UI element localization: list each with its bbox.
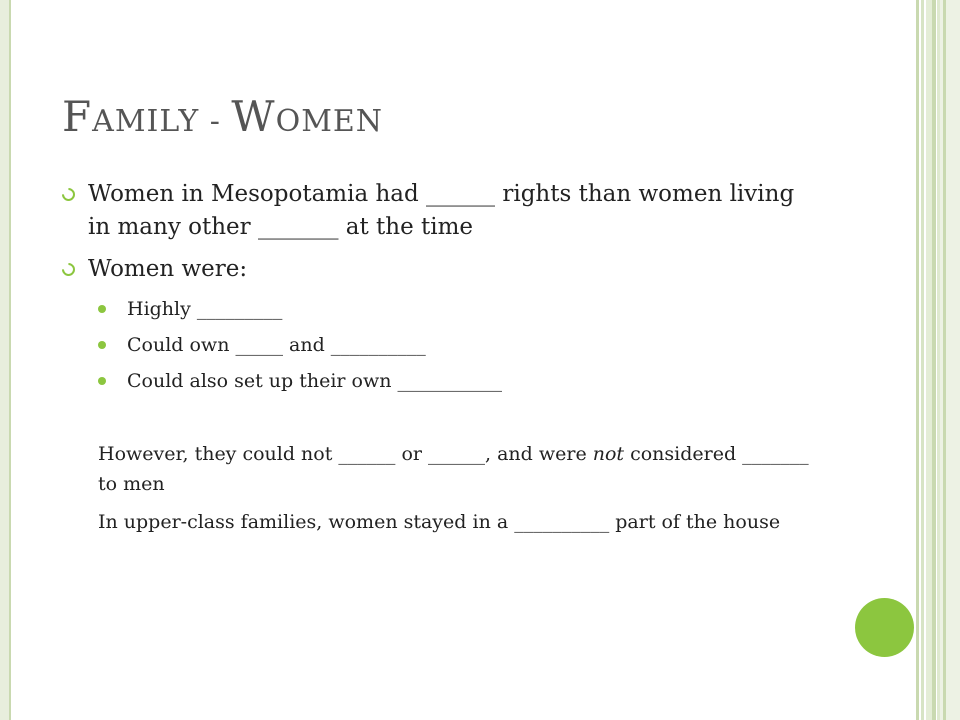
title-part: W bbox=[231, 92, 276, 141]
bullet-item bbox=[62, 178, 822, 244]
emphasis-text: not bbox=[592, 443, 625, 465]
bullet-ring-icon bbox=[59, 260, 77, 278]
sub-bullet-text: Highly _________ bbox=[127, 298, 283, 320]
bullet-dot-icon bbox=[98, 341, 106, 349]
bullet-text: Women were: bbox=[88, 256, 248, 282]
bullet-item bbox=[62, 253, 822, 286]
sub-bullet-text: Could own _____ and __________ bbox=[127, 334, 426, 356]
right-border-stripe bbox=[916, 0, 919, 720]
sub-bullet-item bbox=[98, 295, 822, 323]
slide-title bbox=[62, 92, 383, 141]
decorative-circle bbox=[855, 598, 914, 657]
sub-bullet-item bbox=[98, 367, 822, 395]
paragraph-text: However, they could not ______ or ______, and were bbox=[98, 443, 593, 465]
sub-bullet-item bbox=[98, 331, 822, 359]
right-border-stripe bbox=[943, 0, 946, 720]
paragraph bbox=[98, 507, 822, 537]
paragraph bbox=[98, 439, 822, 499]
left-border bbox=[0, 0, 11, 720]
title-part: - bbox=[199, 104, 232, 139]
bullet-text: Women in Mesopotamia had ______ rights than women living in many other _______ at the time bbox=[88, 181, 795, 240]
right-border-stripe bbox=[921, 0, 924, 720]
bullet-ring-icon bbox=[59, 185, 77, 203]
slide-body bbox=[62, 178, 822, 545]
title-part: AMILY bbox=[92, 104, 200, 139]
title-part: F bbox=[62, 92, 93, 141]
paragraph-text: considered _______ to men bbox=[98, 443, 809, 495]
sub-bullet-text: Could also set up their own ___________ bbox=[127, 370, 503, 392]
bullet-dot-icon bbox=[98, 305, 106, 313]
bullet-dot-icon bbox=[98, 377, 106, 385]
paragraph-text: In upper-class families, women stayed in a __________ part of the house bbox=[98, 511, 781, 533]
title-part: OMEN bbox=[275, 104, 384, 139]
right-border-stripe bbox=[932, 0, 936, 720]
spacer bbox=[62, 403, 822, 439]
